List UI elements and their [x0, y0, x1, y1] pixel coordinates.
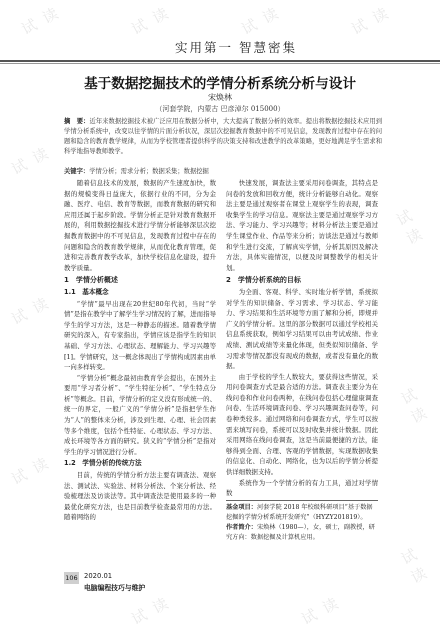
fund-text: 河套学院 2018 年校级科研项目“基于数据挖掘的学情分析系统开发研究”（HYZY201819）。 — [226, 504, 373, 521]
section-heading: 1 学情分析概述 — [64, 276, 118, 285]
footnote-rule — [226, 500, 378, 501]
body-paragraph: “学情分析”概念最初由教育学会提出，在国外主要用“学习者分析”、“学生特征分析”、“学生特点分析”等概念。目前，学情分析的定义没有形成统一的、统一的界定，一般广义的“学情分析”是指把学生作为“人”的整体来分析，涉及到生理、心理、社会因素等多个维度，包括个性特征、心理状态、学习方法、成长环境等各方面的研究。狭义的“学情分析”是指对学生的学习情况进行分析。 — [64, 373, 216, 456]
journal-name: 电脑编程技巧与维护 — [84, 584, 146, 592]
left-column — [64, 178, 216, 523]
body-paragraph: 快速发展，调查法主要采用问卷调查，其特点是问卷的发放和回收方便，统计分析能够自动化。观察法主要是通过观察者在课堂上观察学生的表现，调查收集学生的学习信息。观察法主要是通过观察学习方法、学习能力、学习兴趣等；材料分析法主要是通过学生课堂作业、作品等来分析；访谈法是通过与教师和学生进行交流，了解真实学情，分析其原因及解决方法，具体实施情况，以便及时调整教学的相关计划。 — [226, 179, 378, 272]
abstract — [64, 117, 382, 157]
body-paragraph: 目前，传统的学情分析方法主要有调查法、观察法、测试法、实验法、材料分析法、个案分析法、经验梳理法及访谈法等。其中调查法是使用最多的一种最优化研究方法，也是目前教学检查最常用的方法。随着网络的 — [64, 471, 216, 522]
section-heading: 2 学情分析系统的目标 — [226, 276, 301, 285]
header-rule-thin — [0, 63, 440, 64]
abstract-label: 摘 要： — [64, 118, 90, 125]
paper-affiliation: （河套学院，内蒙古 巴彦淖尔 015000） — [155, 105, 285, 113]
fund-note — [226, 503, 378, 523]
page-number: 106 — [65, 574, 78, 582]
abstract-text: 近年来数据挖掘技术被广泛应用在数据分析中，大大提高了数据分析的效率。提出将数据挖掘技术应用到学情分析系统中，改变以往学情的片面分析状况，深层次挖掘教育数据中的不可见信息，发现教育过程中存在的问题和隐含的教育教学规律，从而为学校管理者提供科学的决策支持和改进教学的改革策略，更好地满足学生需求和科学地指导教师教学。 — [64, 118, 383, 155]
body-paragraph: 由于学校的学生人数较大，要获得这些情况，采用问卷调查方式是最合适的方法。调查表主要分为在线问卷和作业问卷两种，在线问卷包括心理健康调查问卷、生活环境调查问卷、学习兴趣调查问卷等，问卷种类较多。通过网络和问卷调查方式，学生可以按需来填写问卷，系统可以及时收集并统计数据。因此采用网络在线问卷调查，这是当前最便捷的方法，能够得到全面、合理、客观的学情数据，实现数据收集的信息化、自动化、网络化，也为以后的学情分析提供详细数据支持。 — [226, 372, 378, 477]
keywords — [64, 167, 382, 177]
footnote — [226, 503, 378, 543]
journal-issue: 2020.01 — [84, 572, 113, 580]
body-paragraph: 为全面、客观、科学、实时地分析学情，系统拟对学生的知识储备、学习需求、学习状态、学习能力、学习结果和生活环境等方面了解和分析，即规并广义的学情分析。这里的部分数据可以通过学校相关信息系统获取，例如学习结果可以由考试成绩、作业成绩、测试成绩等来量化体现，但类似知识储备、学习需求等情况都没有现成的数据，或者没有量化的数据。 — [226, 287, 378, 371]
subsection-heading: 1.2 学情分析的传统方法 — [64, 459, 142, 468]
section-label: 实用第一 智慧密集 — [175, 40, 297, 55]
author-bio-label: 作者简介： — [226, 524, 257, 531]
subsection-heading: 1.1 基本概念 — [64, 287, 109, 296]
paper-title: 基于数据挖掘技术的学情分析系统分析与设计 — [84, 76, 356, 92]
author-note — [226, 523, 378, 543]
keywords-text: 学情分析；需求分析；数据采集；数据挖掘 — [89, 168, 209, 175]
paper-author: 宋焕林 — [208, 93, 232, 102]
body-paragraph: 系统作为一个学情分析的有力工具，通过对学情数 — [226, 478, 378, 498]
keywords-label: 关键字： — [64, 168, 90, 175]
author-bio-text: 宋焕林（1980—），女，硕士，副教授，研究方向：数据挖掘及计算机应用。 — [226, 524, 375, 541]
fund-label: 基金项目： — [226, 504, 257, 511]
body-paragraph: “学情”最早出现在20世纪80年代初，当时“学情”是指在教学中了解学生学习情况的了解，进而指导学生的学习方法，这是一种静态的描述。随着教学情研究的深入，有专家指出，学情应该是指学生的知识基础、学习方法、心理状态、理解能力、学习兴趣等[1]。学情研究，这一概念体现出了学情构成因素由单一向多样转变。 — [64, 299, 216, 372]
body-paragraph: 随着信息技术的发展，数据的产生速度加快，数据的规模变得日益庞大，依据行业的不同，分为金融、医疗、电信、教育等数据，而教育数据的研究和应用还属于起步阶段。学情分析正是针对教育数据开展的，利用数据挖掘技术进行学情分析能够深层次挖掘教育数据中的不可见信息，发现教育过程中存在的问题和隐含的教育教学规律，从而优化教育管理，促进和完善教育教学改革，加快学校信息化建设，提升教学质量。 — [64, 179, 216, 272]
paper-page: 试 读 试 读 试 读 试 读 试 读 试 读 试 读 试 读 试 读 试 读 试 读 试 读 实用第一 智慧密集 基于数据挖掘技术的学情分析系统分析与设计 宋焕林 （河套学院，内蒙古 巴彦淖尔 015000） 摘 要：近年来数据挖掘技术被广泛应用在数据分析中，大大提高了数据分析的效率。提出将数据挖掘技术应用到学情分析系统中，改变以往学情的片面分析状况，深层次挖掘教育数据中的不可见信息，发现教育过程中存在的问题和隐含的教育教学规律，从而为学校管理者提供科学的决策支持和改进教学的改革策略，更好地满足学生需求和科学地指导教师教学。 关键字：学情分析；需求分析；数据采集；数据挖掘 随着信息技术的发展，数据的产生速度加快，数据的规模变得日益庞大，依据行业的不同，分为金融、医疗、电信、教育等数据，而教育数据的研究和应用还属于起步阶段。学情分析正是针对教育数据开展的，利用数据挖掘技术进行学情分析能够深层次挖掘教育数据中的不可见信息，发现教育过程中存在的问题和隐含的教育教学规律，从而优化教育管理，促进和完善教育教学改革，加快学校信息化建设，提升教学质量。 1 学情分析概述 1.1 基本概念 “学情”最早出现在20世纪80年代初，当时“学情”是指在教学中了解学生学习情况的了解，进而指导学生的学习方法，这是一种静态的描述。随着教学情研究的深入，有专家指出，学情应该是指学生的知识基础、学习方法、心理状态、理解能力、学习兴趣等[1]。学情研究，这一概念体现出了学情构成因素由单一向多样转变。 “学情分析”概念最初由教育学会提出，在国外主要用“学习者分析”、“学生特征分析”、“学生特点分析”等概念。目前，学情分析的定义没有形成统一的、统一的界定，一般广义的“学情分析”是指把学生作为“人”的整体来分析，涉及到生理、心理、社会因素等多个维度，包括个性特征、心理状态、学习方法、成长环境等各方面的研究。狭义的“学情分析”是指对学生的学习情况进行分析。 1.2 学情分析的传统方法 目前，传统的学情分析方法主要有调查法、观察法、测试法、实验法、材料分析法、个案分析法、经验梳理法及访谈法等。其中调查法是使用最多的一种最优化研究方法，也是目前教学检查最常用的方法。随着网络的 快速发展，调查法主要采用问卷调查，其特点是问卷的发放和回收方便，统计分析能够自动化。观察法主要是通过观察者在课堂上观察学生的表现，调查收集学生的学习信息。观察法主要是通过观察学习方法、学习能力、学习兴趣等；材料分析法主要是通过学生课堂作业、作品等来分析；访谈法是通过与教师和学生进行交流，了解真实学情，分析其原因及解决方法，具体实施情况，以便及时调整教学的相关计划。 2 学情分析系统的目标 为全面、客观、科学、实时地分析学情，系统拟对学生的知识储备、学习需求、学习状态、学习能力、学习结果和生活环境等方面了解和分析，即规并广义的学情分析。这里的部分数据可以通过学校相关信息系统获取，例如学习结果可以由考试成绩、作业成绩、测试成绩等来量化体现，但类似知识储备、学习需求等情况都没有现成的数据，或者没有量化的数据。 由于学校的学生人数较大，要获得这些情况，采用问卷调查方式是最合适的方法。调查表主要分为在线问卷和作业问卷两种，在线问卷包括心理健康调查问卷、生活环境调查问卷、学习兴趣调查问卷等，问卷种类较多。通过网络和问卷调查方式，学生可以按需来填写问卷，系统可以及时收集并统计数据。因此采用网络在线问卷调查，这是当前最便捷的方法，能够得到全面、合理、客观的学情数据，实现数据收集的信息化、自动化、网络化，也为以后的学情分析提供详细数据支持。 系统作为一个学情分析的有力工具，通过对学情数 基金项目：河套学院 2018 年校级科研项目“基于数据挖掘的学情分析系统开发研究”（HYZY201819）。 作者简介：宋焕林（1980—），女，硕士，副教授，研究方向：数据挖掘及计算机应用。 106 2020.01 电脑编程技巧与维护 — [0, 0, 440, 620]
right-column — [226, 178, 378, 499]
header-rule — [0, 60, 440, 62]
